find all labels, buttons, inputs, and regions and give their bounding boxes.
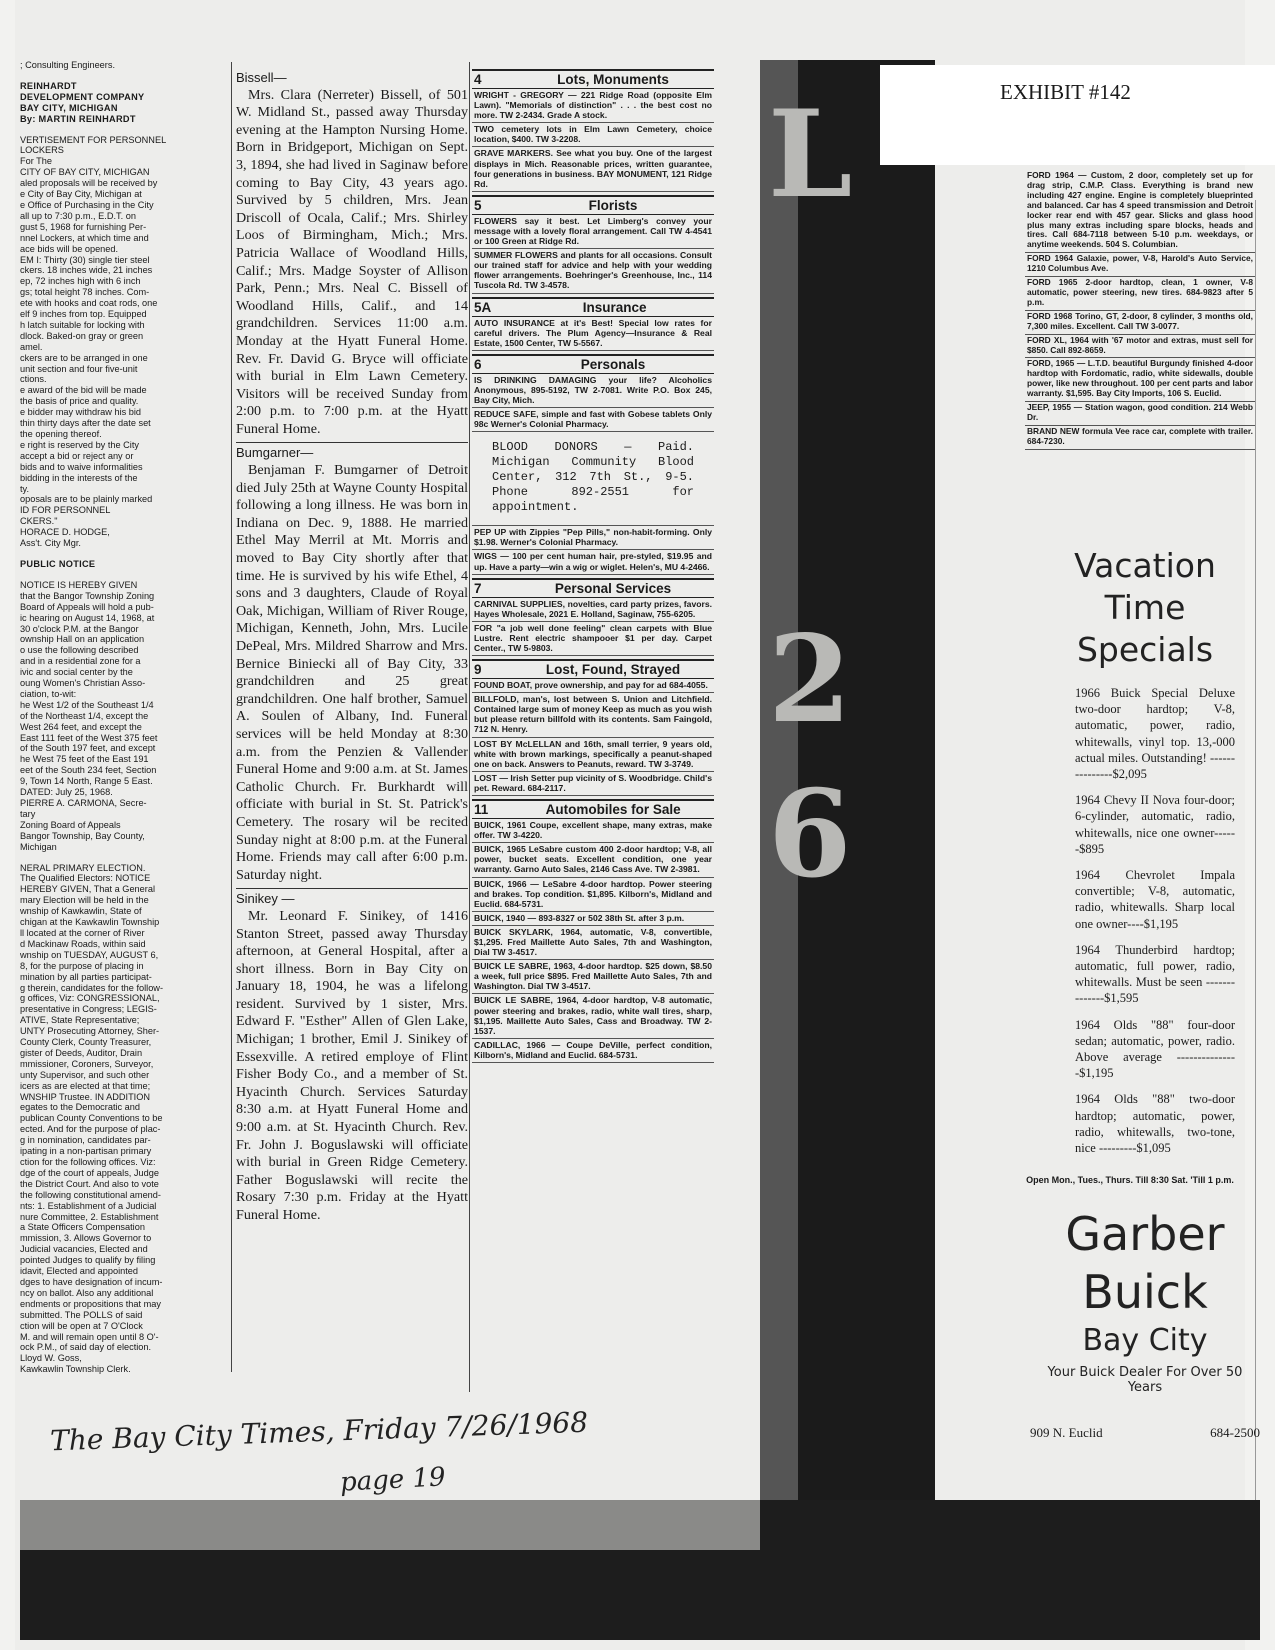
classified-ad: BLOOD DONORS — Paid. Michigan Community Blood Center, 312 7th St., 9-5. Phone 892-2551 for appointment. bbox=[472, 432, 714, 526]
car-ad: FORD 1964 Galaxie, power, V-8, Harold's Auto Service, 1210 Columbus Ave. bbox=[1025, 253, 1255, 277]
obituary-name: Bumgarner— bbox=[236, 442, 468, 462]
dealer-phone: 684-2500 bbox=[1210, 1425, 1260, 1440]
section-title: Lots, Monuments bbox=[557, 72, 669, 87]
adjacent-page-edge bbox=[1255, 200, 1275, 1500]
classified-ad: WIGS — 100 per cent human hair, pre-styled, $19.95 and up. Have a party—win a wig or wiglet. Helen's, MU 4-2466. bbox=[472, 550, 714, 574]
dealer-make: Buick bbox=[1082, 1265, 1208, 1319]
car-ad: FORD 1964 — Custom, 2 door, completely set up for drag strip, C.M.P. Class. Everything is brand new including 427 engine. Engine is completely blueprinted and balanced. Car has 4 speed transmission and Detroit locker rear end with 457 gear. Slicks and glass hood plus many extras including spare blocks, heads and tires. Call 684-7118 between 5-10 p.m. weekdays, or anytime weekends. 504 S. Columbian. bbox=[1025, 170, 1255, 253]
obituary-text: Benjaman F. Bumgarner of Detroit died July 25th at Wayne County Hospital following a long illness. He was born in Indiana on Dec. 9, 1888. He married Ethel May Merril at Mt. Morris and moved to Bay City shortly after that time. He is survived by his wife Ethel, 4 sons and 3 daughters, Claude of Royal Oak, Michigan, William of River Rouge, Michigan, Kenneth, John, Mrs. Lucile DePeal, Mrs. Mildred Sharrow and Mrs. Bernice Biniecki all of Bay City, 33 grandchildren and 25 great grandchildren. One half brother, Samuel A. Soulen of Albany, Ind. Funeral services will be held Monday at 8:30 a.m. from the Penzien & Vallender Funeral Home and 9:00 a.m. at St. James Catholic Church. Fr. Burkhardt will officiate with burial in St. St. Patrick's Cemetery. The rosary wil be recited Sunday night at 8:00 p.m. at the Funeral Home. Friends may call after 6:00 p.m. Saturday night. bbox=[236, 462, 468, 883]
classified-ad: REDUCE SAFE, simple and fast with Gobese tablets Only 98c Werner's Colonial Pharmacy. bbox=[472, 408, 714, 432]
handwritten-page: page 19 bbox=[339, 1462, 447, 1498]
classified-ad: FOUND BOAT, prove ownership, and pay for ad 684-4055. bbox=[472, 679, 714, 693]
section-number: 9 bbox=[474, 662, 482, 678]
car-ad: FORD, 1965 — L.T.D. beautiful Burgundy finished 4-door hardtop with Fordomatic, radio, white sidewalls, double power, like new throughout. 100 per cent parts and labor warranty. $1,595. Bay City Imports, 106 S. Euclid. bbox=[1025, 358, 1255, 402]
section-number: 7 bbox=[474, 580, 482, 596]
special-item: 1964 Olds "88" four-door sedan; automatic, power, radio. Above average ---------------$1,195 bbox=[1075, 1017, 1235, 1081]
dealer-city: Bay City bbox=[1082, 1323, 1208, 1358]
notice-block: NOTICE IS HEREBY GIVEN that the Bangor Township Zoning Board of Appeals will hold a pub- ic hearing on August 14, 1968, at 30 o'clock P.M. at the Bangor ownship Hall on an application o use the following described and in a residential zone for a ivic and social center by the oung Women's Christian Asso- ciation, to-wit: he West 1/2 of the Southeast 1/4 of the Northeast 1/4, except the West 264 feet, and except the East 111 feet of the West 375 feet of the South 197 feet, and except he West 75 feet of the East 191 eet of the South 234 feet, Section 9, Town 14 North, Range 5 East. DATED: July 25, 1968. PIERRE A. CARMONA, Secre- tary Zoning Board of Appeals Bangor Township, Bay County, Michigan bbox=[20, 579, 158, 852]
special-item: 1964 Chevrolet Impala convertible; V-8, automatic, radio, whitewalls. Sharp local one owner----$1,195 bbox=[1075, 868, 1235, 931]
car-ads-column bbox=[1025, 170, 1255, 450]
dealer-contact bbox=[1030, 1425, 1260, 1441]
handwritten-citation: The Bay City Times, Friday 7/26/1968 bbox=[49, 1405, 589, 1458]
section-heading bbox=[472, 578, 714, 598]
classified-ad: BUICK, 1966 — LeSabre 4-door hardtop. Power steering and brakes. Top condition. $1,895. Kilborn's, Midland and Euclid. 684-5731. bbox=[472, 878, 714, 912]
classified-ad: PEP UP with Zippies "Pep Pills," non-habit-forming. Only $1.98. Werner's Colonial Pharmacy. bbox=[472, 526, 714, 550]
band-number: 6 bbox=[768, 764, 852, 905]
photo-bottom-band bbox=[20, 1500, 1260, 1640]
obituary-name: Sinikey — bbox=[236, 888, 468, 908]
classified-ad: BUICK, 1965 LeSabre custom 400 2-door hardtop; V-8, all power, bucket seats. Excellent condition, one year warranty. Garno Auto Sales, 2146 Cass Ave. TW 2-3981. bbox=[472, 843, 714, 877]
vacation-headline bbox=[1040, 545, 1250, 671]
dealer-address: 909 N. Euclid bbox=[1030, 1425, 1103, 1440]
classified-ad: IS DRINKING DAMAGING your life? Alcoholics Anonymous, 895-5192, TW 2-7081. Write P.O. Box 245, Bay City, Mich. bbox=[472, 374, 714, 408]
section-title: Personals bbox=[580, 356, 646, 372]
section-number: 4 bbox=[474, 72, 482, 87]
classified-ad: BUICK, 1940 — 893-8327 or 502 38th St. after 3 p.m. bbox=[472, 912, 714, 926]
car-ad: JEEP, 1955 — Station wagon, good condition. 214 Webb Dr. bbox=[1025, 402, 1255, 426]
notice-block: PUBLIC NOTICE bbox=[20, 558, 96, 569]
classified-ad: BILLFOLD, man's, lost between S. Union and Litchfield. Contained large sum of money Keep as much as you wish but please return billfold with its contents. Sam Faingold, 712 N. Henry. bbox=[472, 693, 714, 737]
section-number: 6 bbox=[474, 356, 482, 372]
special-item: 1964 Chevy II Nova four-door; 6-cylinder, automatic, radio, whitewalls, nice one owner------$895 bbox=[1075, 793, 1235, 856]
section-title: Lost, Found, Strayed bbox=[545, 662, 681, 678]
classified-ad: BUICK, 1961 Coupe, excellent shape, many extras, make offer. TW 3-4220. bbox=[472, 819, 714, 843]
headline-line: Specials bbox=[1076, 630, 1214, 669]
section-number: 5 bbox=[474, 197, 482, 213]
classified-ad: CARNIVAL SUPPLIES, novelties, card party prizes, favors. Hayes Wholesale, 2021 E. Holland, Saginaw, 755-6205. bbox=[472, 598, 714, 622]
classified-ad: WRIGHT - GREGORY — 221 Ridge Road (opposite Elm Lawn). "Memorials of distinction" . . . the best cost no more. TW 2-2434. Grade A stock. bbox=[472, 89, 714, 123]
classified-ad: GRAVE MARKERS. See what you buy. One of the largest displays in Mich. Reasonable prices, written guarantee, four generations in business. BAY MONUMENT, 121 Ridge Rd. bbox=[472, 147, 714, 191]
column-rule bbox=[231, 62, 232, 1372]
dealer-hours: Open Mon., Tues., Thurs. Till 8:30 Sat. 'Till 1 p.m. bbox=[1026, 1175, 1234, 1185]
car-ad: BRAND NEW formula Vee race car, complete with trailer. 684-7230. bbox=[1025, 426, 1255, 450]
section-title: Florists bbox=[588, 197, 638, 213]
obituary-text: Mr. Leonard F. Sinikey, of 1416 Stanton Street, passed away Thursday afternoon, at General Hospital, after a short illness. Born in Bay City on January 18, 1904, he was a lifelong resident. Survived by 1 sister, Mrs. Edward F. "Esther" Allen of Glen Lake, Michigan; 1 brother, Emil J. Sinikey of Essexville. A retired employe of Flint Fisher Body Co., and a member of St. Hyacinth Church. Services Saturday 8:30 a.m. at Hyatt Funeral Home and 9:00 a.m. at St. Hyacinth Church. Rev. Fr. John J. Boguslawski will officiate with burial in Green Ridge Cemetery. Father Boguslawski will recite the Rosary 7:30 p.m. Friday at the Hyatt Funeral Home. bbox=[236, 907, 468, 1223]
notice-block: NERAL PRIMARY ELECTION. The Qualified Electors: NOTICE HEREBY GIVEN, That a General mary Election will be held in the wnship of Kawkawlin, State of chigan at the Kawkawlin Township ll located at the corner of River d Mackinaw Roads, within said wnship on TUESDAY, AUGUST 6, 8, for the purpose of placing in mination by all parties participat- g therein, candidates for the follow- g offices, Viz: CONGRESSIONAL, presentative in Congress; LEGIS- ATIVE, State Representative; UNTY Prosecuting Attorney, Sher- County Clerk, County Treasurer, gister of Deeds, Auditor, Drain mmissioner, Coroners, Surveyor, unty Supervisor, and such other icers as are elected at that time; WNSHIP Trustee. IN ADDITION egates to the Democratic and publican County Conventions to be ected. And for the purpose of plac- g in nomination, candidates par- ipating in a non-partisan primary ction for the following offices. Viz: dge of the court of appeals, Judge the District Court. And also to vote the following constitutional amend- nts: 1. Establishment of a Judicial nure Committee, 2. Establishment a State Officers Compensation mmission, 3. Allows Governor to Judicial vacancies, Elected and pointed Judges to qualify by filing idavit, Elected and appointed dges to have designation of incum- ncy on ballot. Also any additional endments or propositions that may submitted. The POLLS of said ction will be open at 7 O'Clock M. and will remain open until 8 O'- ock P.M., of said day of election. Lloyd W. Goss, Kawkawlin Township Clerk. bbox=[20, 862, 163, 1375]
exhibit-label: EXHIBIT #142 bbox=[1000, 80, 1131, 104]
dealer-logo bbox=[1045, 1205, 1245, 1395]
obituary-name: Bissell— bbox=[236, 70, 287, 85]
notice-block: REINHARDT DEVELOPMENT COMPANY BAY CITY, MICHIGAN By: MARTIN REINHARDT bbox=[20, 80, 145, 124]
section-title: Insurance bbox=[582, 299, 647, 315]
specials-list bbox=[1075, 685, 1235, 1166]
section-heading bbox=[472, 659, 714, 679]
section-title: Automobiles for Sale bbox=[545, 802, 681, 818]
classified-ad: BUICK SKYLARK, 1964, automatic, V-8, convertible, $1,295. Fred Maillette Auto Sales, 7th and Washington, Dial TW 3-4517. bbox=[472, 926, 714, 960]
dealer-tagline: Your Buick Dealer For Over 50 Years bbox=[1047, 1365, 1243, 1395]
classified-ad: LOST — Irish Setter pup vicinity of S. Woodbridge. Child's pet. Reward. 684-2117. bbox=[472, 772, 714, 796]
section-heading bbox=[472, 297, 714, 317]
special-item: 1966 Buick Special Deluxe two-door hardtop; V-8, automatic, power, radio, whitewalls, vinyl top. 13,-000 actual miles. Outstanding! ---------------$2,095 bbox=[1075, 686, 1235, 782]
headline-line: Vacation bbox=[1074, 546, 1216, 585]
obituary-text: Mrs. Clara (Nerreter) Bissell, of 501 W. Midland St., passed away Thursday evening at the Hampton Nursing Home. Born in Bridgeport, Michigan on Sept. 3, 1894, she had lived in Saginaw before coming to Bay City, 43 years ago. Survived by 5 children, Mrs. Jean Driscoll of Ocala, Calif.; Mrs. Shirley Loos of Birmingham, Mich.; Mrs. Patricia Wallace of Woodland Hills, Calif.; Mrs. Madge Soyster of Allison Park, Penn.; Mrs. Neal C. Bissell of Woodland Hills, Calif., and 14 grandchildren. Services 11:00 a.m. Monday at the Hyatt Funeral Home. Rev. Fr. David G. Bryce will officiate with burial in Elm Lawn Cemetery. Visitors will be received Sunday from 2:00 p.m. to 7:00 p.m. at the Hyatt Funeral Home. bbox=[236, 86, 468, 437]
band-number: 2 bbox=[768, 609, 852, 750]
obituaries-column bbox=[236, 66, 468, 1229]
classified-ad: CADILLAC, 1966 — Coupe DeVille, perfect condition, Kilborn's, Midland and Euclid. 684-5731. bbox=[472, 1039, 714, 1063]
car-ad: FORD 1965 2-door hardtop, clean, 1 owner, V-8 automatic, power steering, new tires. 684-9823 after 5 p.m. bbox=[1025, 277, 1255, 311]
classified-ad: LOST BY McLELLAN and 16th, small terrier, 9 years old, white with brown markings, specifically a peanut-shaped one on back. Answers to Peanuts, reward. TW 3-3749. bbox=[472, 738, 714, 772]
car-ad: FORD XL, 1964 with '67 motor and extras, must sell for $850. Call 892-8659. bbox=[1025, 335, 1255, 359]
section-title: Personal Services bbox=[554, 580, 672, 596]
section-heading bbox=[472, 69, 714, 89]
notice-block: ; Consulting Engineers. bbox=[20, 60, 115, 70]
special-item: 1964 Thunderbird hardtop; automatic, full power, radio, whitewalls. Must be seen --------------$1,595 bbox=[1075, 942, 1235, 1006]
section-number: 11 bbox=[474, 802, 489, 818]
band-letter: L bbox=[768, 84, 853, 225]
section-heading bbox=[472, 799, 714, 819]
special-item: 1964 Olds "88" two-door hardtop; automatic, power, radio, whitewalls, two-tone, nice ---------$1,095 bbox=[1075, 1092, 1235, 1156]
classified-ad: AUTO INSURANCE at it's Best! Special low rates for careful drivers. The Plum Agency—Insurance & Real Estate, 1500 Center, TW 5-5567. bbox=[472, 317, 714, 351]
section-number: 5A bbox=[474, 299, 492, 315]
classified-ad: BUICK LE SABRE, 1963, 4-door hardtop. $25 down, $8.50 a week, full price $895. Fred Maillette Auto Sales, 7th and Washington. Dial TW 3-4517. bbox=[472, 960, 714, 994]
classified-ad: FOR "a job well done feeling" clean carpets with Blue Lustre. Rent electric shampooer $1 per day. Carpet Center., TW 5-9803. bbox=[472, 622, 714, 656]
classifieds-column bbox=[472, 66, 714, 1063]
classified-ad: SUMMER FLOWERS and plants for all occasions. Consult our trained staff for advice and help with your wedding flower arrangements. Boehringer's Greenhouse, Inc., 114 Tuscola Rd. TW 3-4578. bbox=[472, 249, 714, 293]
section-heading bbox=[472, 354, 714, 374]
column-rule bbox=[469, 62, 470, 1392]
notice-block: VERTISEMENT FOR PERSONNEL LOCKERS For The CITY OF BAY CITY, MICHIGAN aled proposals will be received by e City of Bay City, Michigan at e Office of Purchasing in the City all up to 7:30 p.m., E.D.T. on gust 5, 1968 for furnishing Per- nnel Lockers, at which time and ace bids will be opened. EM I: Thirty (30) single tier steel ckers. 18 inches wide, 21 inches ep, 72 inches high with 6 inch gs; total height 78 inches. Com- ete with hooks and coat rods, one elf 9 inches from top. Equipped h latch suitable for locking with dlock. Baked-on gray or green amel. ckers are to be arranged in one unit section and four five-unit ctions. e award of the bid will be made the basis of price and quality. e bidder may withdraw his bid thin thirty days after the date set the opening thereof. e right is reserved by the City accept a bid or reject any or bids and to waive informalities bidding in the interests of the ty. oposals are to be plainly marked ID FOR PERSONNEL CKERS." HORACE D. HODGE, Ass't. City Mgr. bbox=[20, 134, 167, 549]
car-ad: FORD 1968 Torino, GT, 2-door, 8 cylinder, 3 months old, 7,300 miles. Excellent. Call TW 3-0077. bbox=[1025, 311, 1255, 335]
classified-ad: BUICK LE SABRE, 1964, 4-door hardtop, V-8 automatic, power steering and brakes, radio, white wall tires, sharp, $1,195. Maillette Auto Sales, Cass and Broadway. TW 2-1537. bbox=[472, 994, 714, 1038]
headline-line: Time bbox=[1104, 588, 1186, 627]
classified-ad: FLOWERS say it best. Let Limberg's convey your message with a lovely floral arrangement. Call TW 4-4541 or 100 Green at Ridge Rd. bbox=[472, 215, 714, 249]
legal-notices-column bbox=[20, 60, 230, 1385]
classified-ad: TWO cemetery lots in Elm Lawn Cemetery, choice location, $400. TW 3-2208. bbox=[472, 123, 714, 147]
dealer-name: Garber bbox=[1065, 1207, 1225, 1261]
section-heading bbox=[472, 195, 714, 215]
